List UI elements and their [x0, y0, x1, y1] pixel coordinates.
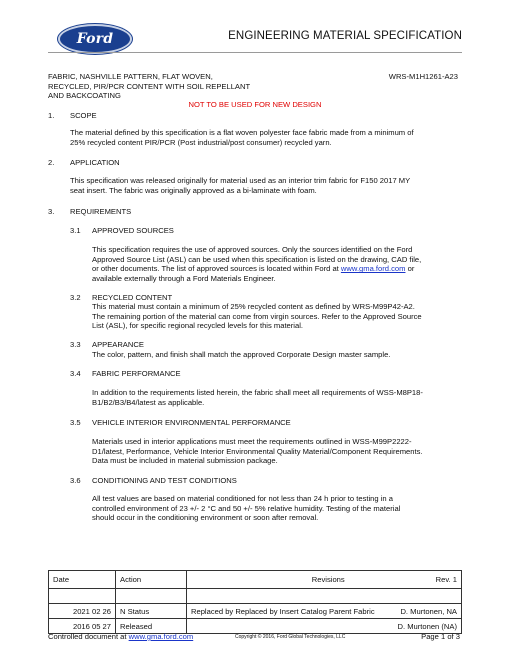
subsection-heading-approved-sources: 3.1 APPROVED SOURCES: [70, 226, 174, 235]
appearance-text: The color, pattern, and finish shall match the approved Corporate Design master sample.: [92, 350, 391, 359]
revision-table: [48, 570, 462, 634]
approved-sources-text: This specification requires the use of approved sources. Only the sources identified on the Ford Approved Source List (ASL) can be used when this specification is listed on the drawing, CAD file, or other documents. The list of approved sources is located within Ford at www.gma.ford.com or available externally through a Ford Materials Engineer.: [92, 245, 422, 283]
material-title: [48, 72, 298, 101]
footer-copyright: Copyright © 2016, Ford Global Technologies, LLC: [235, 634, 346, 640]
subsection-heading-vehicle-interior: 3.5 VEHICLE INTERIOR ENVIRONMENTAL PERFORMANCE: [70, 418, 291, 427]
header-rev: Rev. 1: [393, 571, 461, 589]
warning-notice: NOT TO BE USED FOR NEW DESIGN: [188, 100, 322, 109]
subsection-heading-conditioning: 3.6 CONDITIONING AND TEST CONDITIONS: [70, 476, 237, 485]
vehicle-interior-text: Materials used in interior applications must meet the requirements outlined in WSS-M99P2222- D1/latest, Performance, Vehicle Interior Environmental Quality Material/Component Requirements. Data must be included in material submission package.: [92, 437, 423, 466]
revision-empty-row: [49, 589, 462, 604]
revision-header-row: [49, 571, 462, 589]
footer-gma-link[interactable]: www.gma.ford.com: [128, 632, 194, 641]
header-action: Action: [116, 571, 187, 589]
material-title-line: RECYCLED, PIR/PCR CONTENT WITH SOIL REPELLANT: [48, 81, 251, 91]
subsection-heading-appearance: 3.3 APPEARANCE: [70, 340, 144, 349]
logo-text: Ford: [76, 31, 114, 47]
header-revisions: Revisions: [187, 571, 394, 589]
material-title-line: AND BACKCOATING: [48, 91, 121, 101]
spec-number: WRS-M1H1261-A23: [388, 72, 458, 81]
footer-controlled-document: Controlled document at www.gma.ford.com: [48, 632, 194, 641]
footer-page-number: Page 1 of 3: [421, 632, 460, 641]
table-row: 2021 02 26 N Status Replaced by Replaced by Insert Catalog Parent Fabric D. Murtonen, NA: [49, 604, 462, 619]
recycled-content-text: This material must contain a minimum of 25% recycled content as defined by WRS-M99P42-A2. The remaining portion of the material can come from virgin sources. Refer to the Approved Source List (ASL), for specific regional recycled levels for this material.: [92, 302, 422, 331]
material-title-line: FABRIC, NASHVILLE PATTERN, FLAT WOVEN,: [48, 72, 213, 81]
table-row: 2016 05 27 Released D. Murtonen (NA): [49, 619, 462, 634]
fabric-performance-text: In addition to the requirements listed herein, the fabric shall meet all requirements of WSS-M8P18- B1/B2/B3/B4/latest as applicable.: [92, 388, 423, 407]
subsection-heading-fabric-performance: 3.4 FABRIC PERFORMANCE: [70, 369, 181, 378]
subsection-heading-recycled-content: 3.2 RECYCLED CONTENT: [70, 293, 173, 302]
document-title: ENGINEERING MATERIAL SPECIFICATION: [228, 30, 462, 42]
ford-logo: [58, 24, 132, 54]
application-text: This specification was released originally for material used as an interior trim fabric for F150 2017 MY seat insert. The fabric was originally approved as a bi-laminate with foam.: [70, 176, 411, 195]
gma-ford-link[interactable]: www.gma.ford.com: [340, 264, 406, 274]
scope-text: The material defined by this specification is a flat woven polyester face fabric made from a minimum of 25% recycled content PIR/PCR (Post industrial/post consumer) recycled yarn.: [70, 128, 414, 147]
header-divider: [48, 52, 462, 53]
header-date: Date: [49, 571, 116, 589]
conditioning-text: All test values are based on material conditioned for not less than 24 h prior to testing in a controlled environment of 23 +/- 2 °C and 50 +/- 5% relative humidity. Testing of the material should occur in the conditioning environment or soon after removal.: [92, 494, 401, 523]
section-heading-application: 2. APPLICATION: [48, 158, 120, 167]
section-heading-scope: 1. SCOPE: [48, 111, 97, 120]
section-heading-requirements: 3. REQUIREMENTS: [48, 207, 132, 216]
